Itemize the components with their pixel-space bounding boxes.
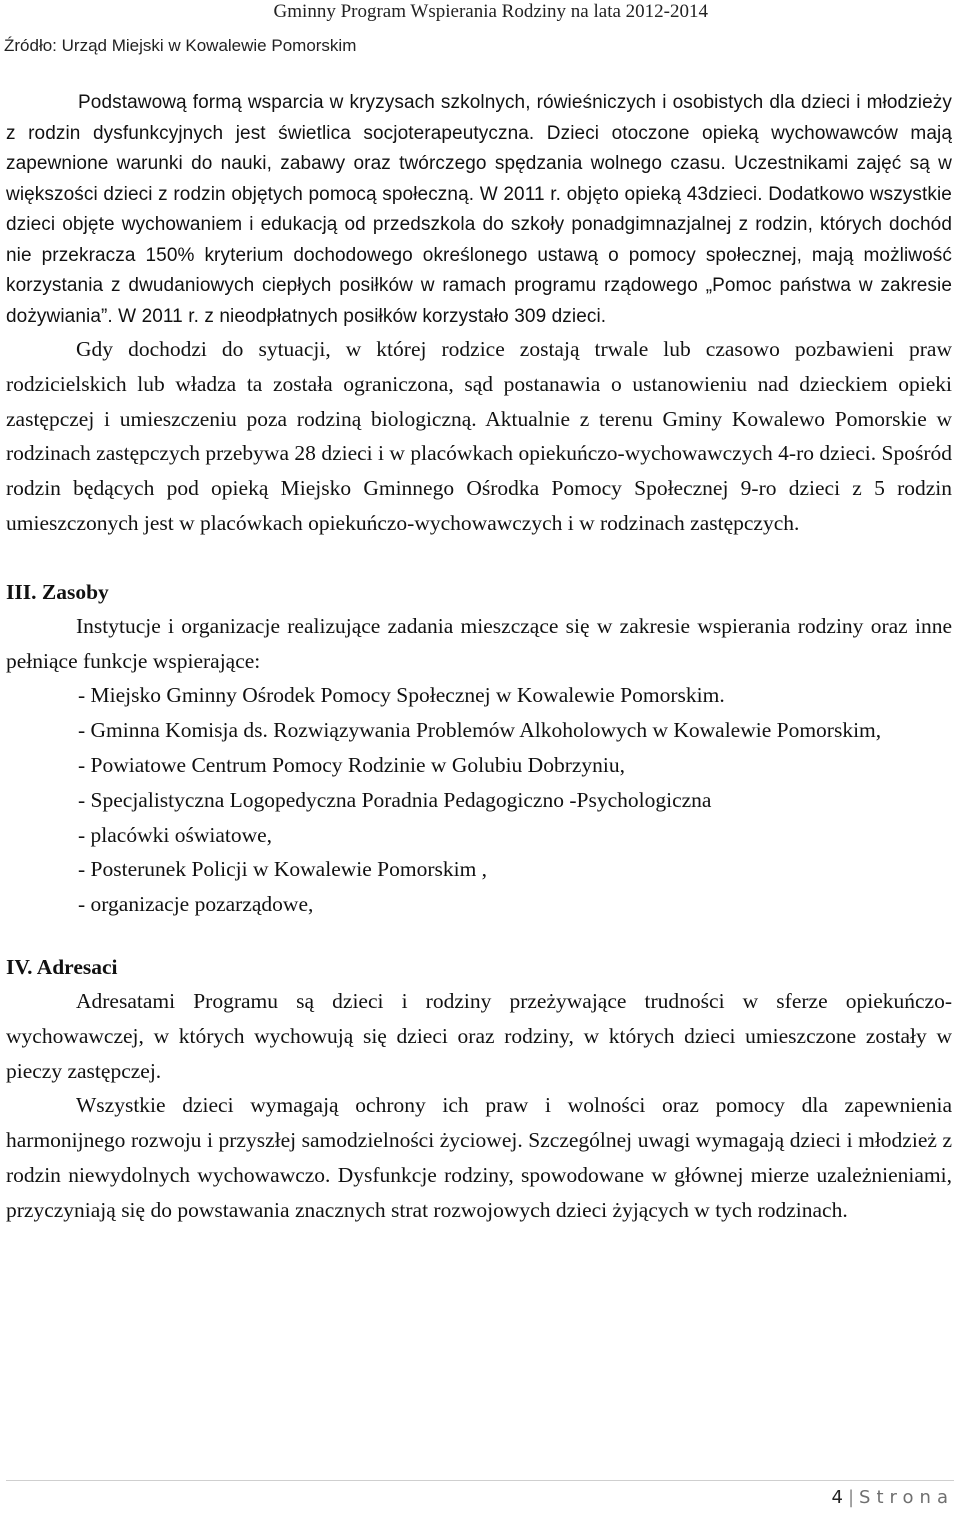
section-heading-resources [6, 575, 952, 609]
section-title: Zasoby [41, 579, 109, 604]
children-rights-paragraph: Wszystkie dzieci wymagają ochrony ich praw i wolności oraz pomocy dla zapewnienia harmonijnego rozwoju i przyszłej samodzielności życiowej. Szczególnej uwagi wymagają dzieci i młodzież z rodzin niewydolnych wychowawczo. Dysfunkcje rodziny, spowodowane w głównej mierze uzależnieniami, przyczyniają się do powstawania znacznych strat rozwojowych dzieci żyjących w tych rodzinach. [6, 1093, 952, 1222]
page-number: 4 [831, 1487, 843, 1508]
list-item: - Gminna Komisja ds. Rozwiązywania Problemów Alkoholowych w Kowalewie Pomorskim, [78, 718, 882, 743]
section-heading-addressees [6, 950, 952, 984]
list-item: - Specjalistyczna Logopedyczna Poradnia Pedagogiczno -Psychologiczna [78, 787, 712, 812]
document-body [6, 88, 952, 1228]
section-number: III. [6, 579, 37, 604]
page-label: Strona [859, 1487, 954, 1508]
source-note: Źródło: Urząd Miejski w Kowalewie Pomorskim [4, 36, 357, 55]
resources-intro: Instytucje i organizacje realizujące zadania mieszczące się w zakresie wspierania rodziny oraz inne pełniące funkcje wspierające: [6, 613, 952, 673]
paragraph-community-center-text: Podstawową formą wsparcia w kryzysach szkolnych, rówieśniczych i osobistych dla dzieci i młodzieży z rodzin dysfunkcyjnych jest świetlica socjoterapeutyczna. Dzieci otoczone opieką wychowawców mają zapewnione warunki do nauki, zabawy oraz twórczego spędzania wolnego czasu. Uczestnikami zajęć są w większości dzieci z rodzin objętych pomocą społeczną. W 2011 r. objęto opieką 43dzieci. [6, 92, 952, 205]
addressees-paragraph: Adresatami Programu są dzieci i rodziny przeżywające trudności w sferze opiekuńczo-wychowawczej, w których wychowują się dzieci oraz rodziny, w których dzieci umieszczone zostały w pieczy zastępczej. [6, 988, 952, 1083]
footer-divider [6, 1480, 954, 1481]
resources-list [6, 678, 952, 922]
paragraph-community-center [6, 88, 952, 332]
paragraph-foster-care: Gdy dochodzi do sytuacji, w której rodzice zostają trwale lub czasowo pozbawieni praw rodzicielskich lub władza ta została ograniczona, sąd postanawia o ustanowieniu nad dzieckiem opieki zastępczej i umieszczeniu poza rodziną biologiczną. Aktualnie z terenu Gminy Kowalewo Pomorskie w rodzinach zastępczych przebywa 28 dzieci i w placówkach opiekuńczo-wychowawczych 4-ro dzieci. Spośród rodzin będących pod opieką Miejsko Gminnego Ośrodka Pomocy Społecznej 9-ro dzieci z 5 rodzin umieszczonych jest w placówkach opiekuńczo-wychowawczych i w rodzinach zastępczych. [6, 337, 952, 535]
section-number: IV. [6, 954, 33, 979]
page-footer [832, 1487, 954, 1509]
page-separator: | [847, 1487, 855, 1508]
list-item: - placówki oświatowe, [78, 822, 273, 847]
list-item: - Posterunek Policji w Kowalewie Pomorskim , [78, 857, 488, 882]
running-header: Gminny Program Wspierania Rodziny na lata 2012-2014 [273, 1, 708, 22]
section-title: Adresaci [36, 954, 118, 979]
list-item: - organizacje pozarządowe, [78, 892, 314, 917]
list-item: - Miejsko Gminny Ośrodek Pomocy Społecznej w Kowalewie Pomorskim. [78, 683, 725, 708]
list-item: - Powiatowe Centrum Pomocy Rodzinie w Golubiu Dobrzyniu, [78, 752, 625, 777]
paragraph-meals-text: Dodatkowo wszystkie dzieci objęte wychowaniem i edukacją od przedszkola do szkoły ponadgimnazjalnej z rodzin, których dochód nie przekracza 150% kryterium dochodowego określonego ustawą o pomocy społecznej, mają możliwość korzystania z dwudaniowych ciepłych posiłków w ramach programu rządowego „Pomoc państwa w zakresie dożywiania”. W 2011 r. z nieodpłatnych posiłków korzystało 309 dzieci. [6, 183, 952, 327]
